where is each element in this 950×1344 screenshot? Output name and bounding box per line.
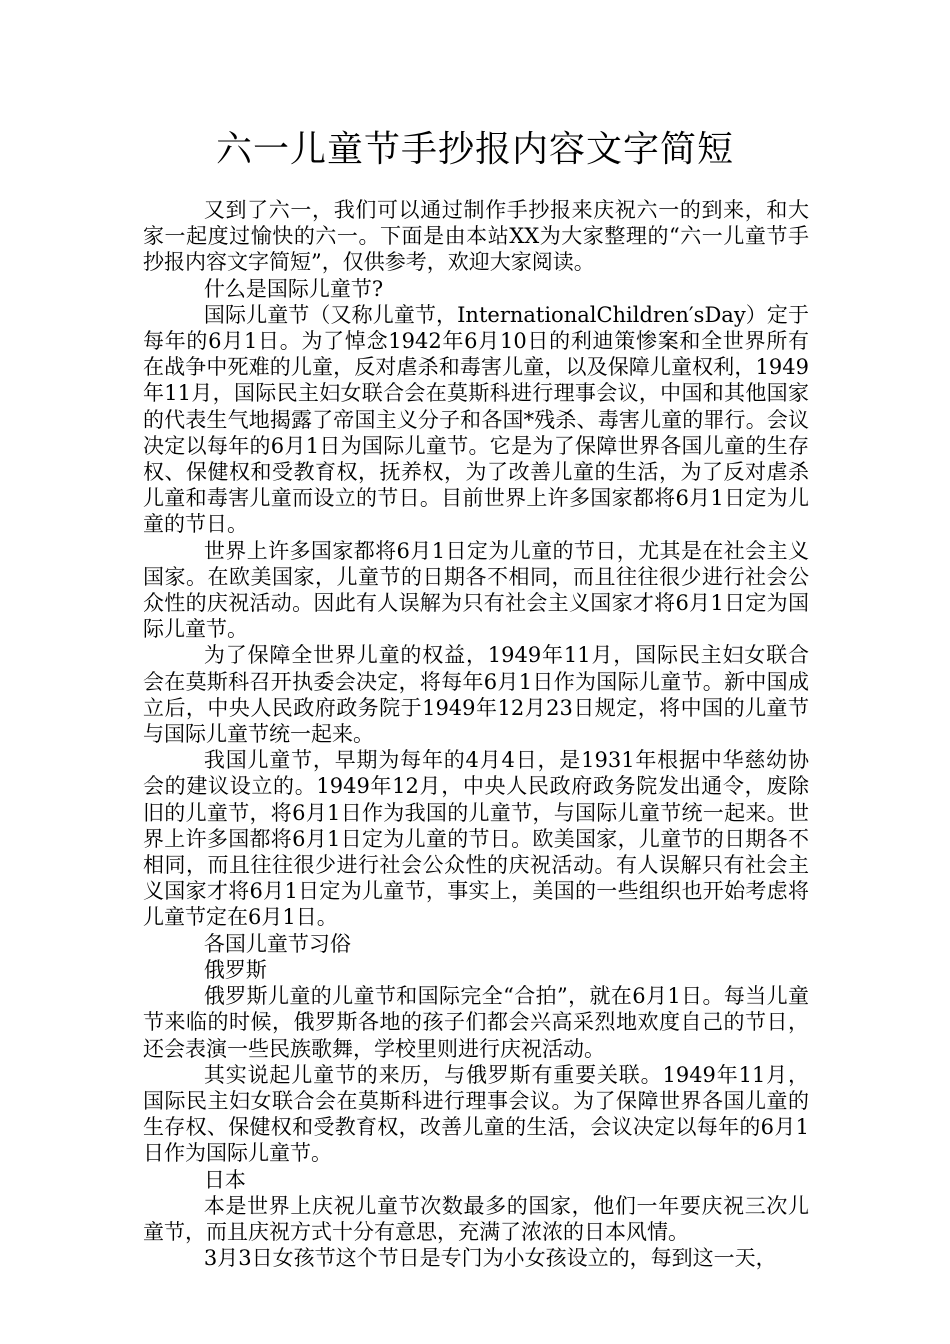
heading-japan: 日本 xyxy=(203,1167,246,1192)
paragraph-socialist-countries: 世界上许多国家都将6月1日定为儿童的节日，尤其是在社会主义国家。在欧美国家，儿童节的日期各不相同，而且往往很少进行社会公众性的庆祝活动。因此有人误解为只有社会主义国家才将6月1日定为国际儿童节。 xyxy=(143,538,809,642)
heading-russia: 俄罗斯 xyxy=(203,957,267,982)
paragraph-china-history: 我国儿童节，早期为每年的4月4日，是1931年根据中华慈幼协会的建议设立的。1949年12月，中央人民政府政务院发出通令，废除旧的儿童节，将6月1日作为我国的儿童节，与国际儿童节统一起来。世界上许多国都将6月1日定为儿童的节日。欧美国家，儿童节的日期各不相同，而且往往很少进行社会公众性的庆祝活动。有人误解只有社会主义国家才将6月1日定为儿童节，事实上，美国的一些组织也开始考虑将儿童节定在6月1日。 xyxy=(143,748,809,930)
paragraph-1949-decision: 为了保障全世界儿童的权益，1949年11月，国际民主妇女联合会在莫斯科召开执委会决定，将每年6月1日作为国际儿童节。新中国成立后，中央人民政府政务院于1949年12月23日规定，将中国的儿童节与国际儿童节统一起来。 xyxy=(143,643,809,747)
paragraph-definition: 国际儿童节（又称儿童节，InternationalChildren′sDay）定于每年的6月1日。为了悼念1942年6月10日的利迪策惨案和全世界所有在战争中死难的儿童，反对虐杀和毒害儿童，以及保障儿童权利，1949年11月，国际民主妇女联合会在莫斯科进行理事会议，中国和其他国家的代表生气地揭露了帝国主义分子和各国*残杀、毒害儿童的罪行。会议决定以每年的6月1日为国际儿童节。它是为了保障世界各国儿童的生存权、保健权和受教育权，抚养权，为了改善儿童的生活，为了反对虐杀儿童和毒害儿童而设立的节日。目前世界上许多国家都将6月1日定为儿童的节日。 xyxy=(143,302,809,537)
paragraph-intro: 又到了六一，我们可以通过制作手抄报来庆祝六一的到来，和大家一起度过愉快的六一。下面是由本站XX为大家整理的“六一儿童节手抄报内容文字简短”，仅供参考，欢迎大家阅读。 xyxy=(143,198,809,275)
document-title: 六一儿童节手抄报内容文字简短 xyxy=(215,129,734,170)
paragraph-japan: 本是世界上庆祝儿童节次数最多的国家，他们一年要庆祝三次儿童节，而且庆祝方式十分有意思，充满了浓浓的日本风情。 xyxy=(143,1193,809,1244)
paragraph-girls-day: 3月3日女孩节这个节日是专门为小女孩设立的，每到这一天， xyxy=(203,1246,777,1271)
document-body xyxy=(143,197,809,1271)
paragraph-russia-celebration: 俄罗斯儿童的儿童节和国际完全“合拍”，就在6月1日。每当儿童节来临的时候，俄罗斯各地的孩子们都会兴高采烈地欢度自己的节日，还会表演一些民族歌舞，学校里则进行庆祝活动。 xyxy=(143,984,809,1061)
paragraph-russia-origin: 其实说起儿童节的来历，与俄罗斯有重要关联。1949年11月，国际民主妇女联合会在莫斯科进行理事会议。为了保障世界各国儿童的生存权、保健权和受教育权，改善儿童的生活，会议决定以每年的6月1日作为国际儿童节。 xyxy=(143,1062,809,1166)
heading-customs: 各国儿童节习俗 xyxy=(203,931,351,956)
heading-what-is-childrens-day: 什么是国际儿童节? xyxy=(203,276,384,301)
